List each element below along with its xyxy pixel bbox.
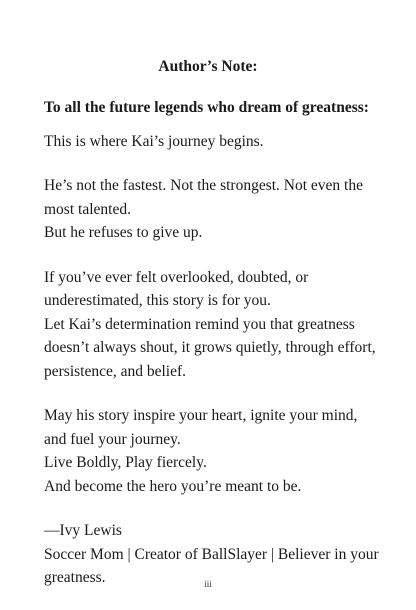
page-title: Author’s Note: — [158, 58, 258, 75]
paragraph-line: If you’ve ever felt overlooked, doubted, or underestimated, this story is for you. — [44, 268, 309, 309]
dedication-heading: To all the future legends who dream of greatness: — [44, 99, 369, 116]
paragraph-2 — [44, 174, 380, 245]
note-body — [44, 96, 380, 590]
paragraph-line: Live Boldly, Play fiercely. — [44, 454, 207, 471]
paragraph-line: He’s not the fastest. Not the strongest. Not even the most talented. — [44, 177, 363, 218]
paragraph-line: This is where Kai’s journey begins. — [44, 132, 264, 150]
author-tagline: Soccer Mom | Creator of BallSlayer | Believer in your greatness. — [44, 545, 379, 586]
paragraph-1 — [44, 130, 380, 154]
author-name: —Ivy Lewis — [44, 522, 122, 539]
paragraph-line: And become the hero you’re meant to be. — [44, 477, 302, 495]
paragraph-line: But he refuses to give up. — [44, 224, 203, 241]
paragraph-line: May his story inspire your heart, ignite your mind, and fuel your journey. — [44, 407, 358, 448]
paragraph-3 — [44, 266, 380, 384]
paragraph-line: Let Kai’s determination remind you that greatness doesn’t always shout, it grows quietly, through effort, persistence, and belief. — [44, 315, 376, 380]
page-number: iii — [204, 579, 212, 589]
paragraph-4 — [44, 404, 380, 498]
